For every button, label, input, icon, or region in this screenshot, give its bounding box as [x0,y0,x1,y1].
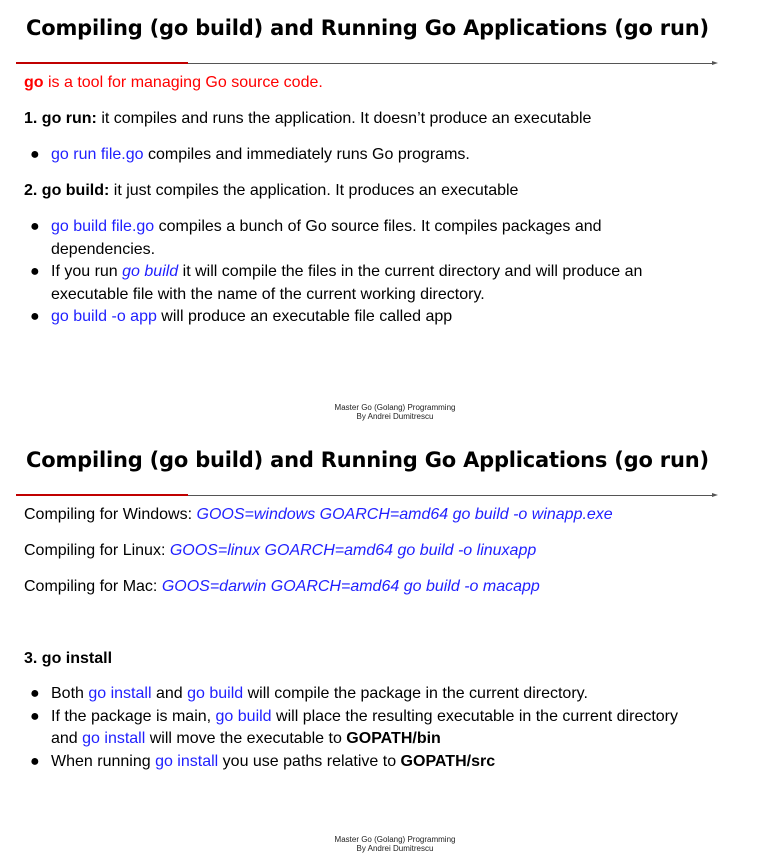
bullet-icon: ● [30,218,40,235]
list-item [24,261,706,306]
code-snippet: go run file.go [51,146,144,163]
bullet-icon: ● [30,707,40,725]
section-label: 2. go build: [24,182,110,199]
intro-text: is a tool for managing Go source code. [43,74,323,91]
bullet-text: If the package is main, [51,707,216,725]
intro-keyword: go [24,74,44,91]
footer-author: By Andrei Dumitrescu [356,412,434,421]
slide-title: Compiling (go build) and Running Go Applications (go run) [26,16,709,40]
bullet-text: will produce an executable file called app [156,308,453,325]
intro-line [24,72,323,94]
bullet-icon: ● [30,308,40,325]
list-item [24,306,706,329]
bullet-text: it will compile the files in the current directory and will produce an executable file with the name of the current working directory. [51,263,643,303]
section-label: 1. go run: [24,110,97,127]
section-label: 3. go install [24,650,113,667]
bullet-icon: ● [30,146,40,163]
compile-mac-line [24,576,540,598]
section-go-run [24,108,591,130]
bullet-icon: ● [30,752,40,770]
slide-footer [0,835,768,853]
code-snippet: go build [215,707,272,725]
bullet-text: Both [51,685,89,702]
compile-command: GOOS=windows GOARCH=amd64 go build -o winapp.exe [196,506,613,523]
slide-title: Compiling (go build) and Running Go Applications (go run) [26,448,709,472]
footer-course: Master Go (Golang) Programming [334,835,456,844]
bullet-icon: ● [30,685,40,702]
list-item [24,683,706,706]
bullet-text: compiles a bunch of Go source files. It compiles packages and dependencies. [51,218,602,258]
bullet-text: will move the executable to [145,730,347,747]
bullet-text: compiles and immediately runs Go programs. [143,146,470,163]
list-item [24,751,706,774]
path-text: GOPATH/src [400,752,496,770]
bullet-icon: ● [30,263,40,280]
title-divider [16,493,718,499]
section-go-build [24,180,518,202]
compile-windows-line [24,504,613,526]
code-snippet: go build file.go [51,218,155,235]
code-snippet: go build [122,263,179,280]
bullet-text: and [151,685,188,702]
bullet-text: will place the resulting executable in the current directory and [51,707,679,747]
code-snippet: go build [187,685,244,702]
slide-2 [0,432,768,864]
go-run-bullets [24,144,706,167]
code-snippet: go install [82,730,146,747]
list-item [24,144,706,167]
title-divider [16,61,718,67]
compile-command: GOOS=darwin GOARCH=amd64 go build -o macapp [161,578,540,595]
bullet-text: will compile the package in the current directory. [243,685,588,702]
list-item [24,706,706,751]
section-go-install [24,648,112,670]
compile-label: Compiling for Linux: [24,542,170,559]
compile-command: GOOS=linux GOARCH=amd64 go build -o linuxapp [169,542,537,559]
slide-footer [0,403,768,421]
bullet-text: you use paths relative to [218,752,401,770]
compile-linux-line [24,540,536,562]
bullet-text: If you run [51,263,123,280]
go-install-bullets [24,683,706,773]
list-item [24,216,706,261]
path-text: GOPATH/bin [346,730,441,747]
code-snippet: go install [88,685,152,702]
footer-author: By Andrei Dumitrescu [356,844,434,853]
code-snippet: go build -o app [51,308,157,325]
bullet-text: When running [51,752,156,770]
compile-label: Compiling for Windows: [24,506,197,523]
compile-label: Compiling for Mac: [24,578,162,595]
section-text: it compiles and runs the application. It doesn’t produce an executable [96,110,592,127]
footer-course: Master Go (Golang) Programming [334,403,456,412]
go-build-bullets [24,216,706,329]
section-text: it just compiles the application. It produces an executable [109,182,519,199]
code-snippet: go install [155,752,219,770]
